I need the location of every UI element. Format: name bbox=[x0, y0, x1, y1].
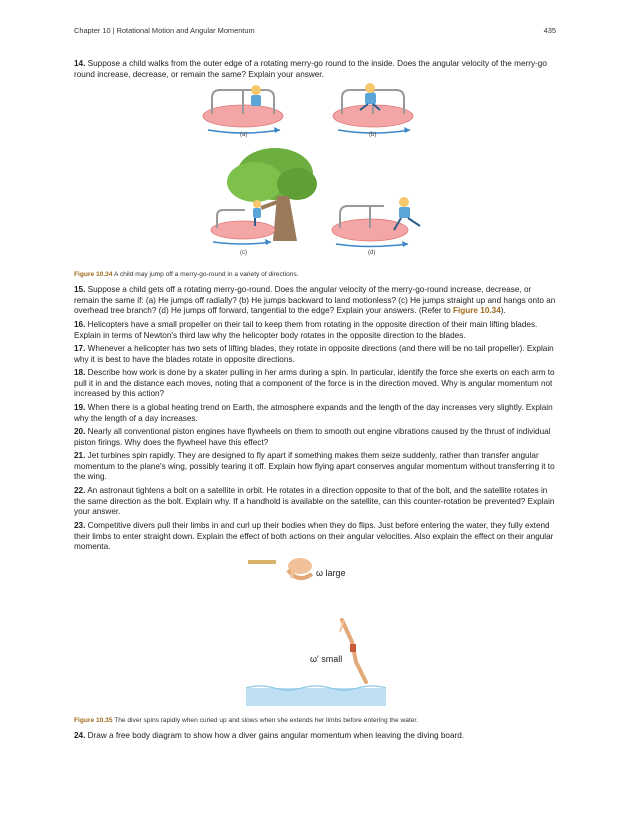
page-number: 435 bbox=[543, 26, 556, 35]
figure-label-d: (d) bbox=[368, 250, 376, 256]
figure-34-caption: Figure 10.34 A child may jump off a merry-go-round in a variety of directions. bbox=[74, 271, 299, 278]
question-18: 18. Describe how work is done by a skater pulling in her arms during a spin. In particular, identify the force she exerts on each arm to pull it in and the distance each moves, noting that a component of the force is in the direction moved. Why is angular momentum not increased by this action? bbox=[74, 368, 555, 398]
diver-illustration bbox=[240, 550, 390, 710]
figure-35-caption: Figure 10.35 The diver spins rapidly when curled up and slows when she extends her limbs before entering the water. bbox=[74, 717, 419, 724]
figure-label-c: (c) bbox=[240, 250, 247, 256]
figure-reference-link[interactable]: Figure 10.34 bbox=[452, 306, 501, 315]
merry-go-round-b-illustration bbox=[328, 80, 418, 138]
question-15: 15. Suppose a child gets off a rotating merry-go-round. Does the angular velocity of the merry-go-round increase, decrease, or remain the same if: (a) He jumps off radially? (b) He jumps backward to land motionless? (c) He jumps straight up and hangs onto an overhead tree branch? (d) He jumps off forward, tangential to the edge? Explain your answers. (Refer to Figure 10.34). bbox=[74, 285, 556, 315]
figure-label-b: (b) bbox=[369, 132, 377, 138]
figure-label-a: (a) bbox=[240, 132, 248, 138]
omega-large-label: ω large bbox=[316, 568, 346, 578]
question-14: 14. Suppose a child walks from the outer edge of a rotating merry-go round to the inside. Does the angular velocity of the merry-go round increase, decrease, or remain the same? Explain your answer. bbox=[74, 59, 547, 79]
merry-go-round-d-illustration bbox=[330, 192, 430, 250]
question-24: 24. Draw a free body diagram to show how a diver gains angular momentum when leaving the diving board. bbox=[74, 731, 465, 740]
page-header bbox=[74, 26, 556, 38]
question-21: 21. Jet turbines spin rapidly. They are designed to fly apart if something makes them seize suddenly, rather than transfer angular momentum to the plane's wing, possibly tearing it off. Explain how flying apart conserves angular momentum without transferring it to the wing. bbox=[74, 451, 555, 481]
merry-go-round-c-tree-illustration bbox=[205, 146, 317, 246]
question-23: 23. Competitive divers pull their limbs in and curl up their bodies when they do flips. Just before entering the water, they fully extend their limbs to enter straight down. Explain the effect of both actions on their angular velocities. Also explain the effect on their angular momenta. bbox=[74, 521, 554, 551]
omega-small-label: ω′ small bbox=[310, 654, 343, 664]
question-16: 16. Helicopters have a small propeller on their tail to keep them from rotating in the opposite direction of their main lifting blades. Explain in terms of Newton's third law why the helicopter body rotates in the opposite direction to the blades. bbox=[74, 320, 538, 340]
question-20: 20. Nearly all conventional piston engines have flywheels on them to smooth out engine vibrations caused by the thrust of individual piston firings. Why does the flywheel have this effect? bbox=[74, 427, 551, 447]
question-17: 17. Whenever a helicopter has two sets of lifting blades, they rotate in opposite directions (and there will be no tail propeller). Explain why it is best to have the blades rotate in opposite directions. bbox=[74, 344, 554, 364]
chapter-title: Chapter 10 | Rotational Motion and Angular Momentum bbox=[74, 26, 255, 35]
question-22: 22. An astronaut tightens a bolt on a satellite in orbit. He rotates in a direction opposite to that of the bolt, and the satellite rotates in the same direction as the bolt. Explain why. If a handhold is available on the satellite, can this counter-rotation be prevented? Explain your answer. bbox=[74, 486, 555, 516]
question-19: 19. When there is a global heating trend on Earth, the atmosphere expands and the length of the day increases very slightly. Explain why the length of a day increases. bbox=[74, 403, 553, 423]
merry-go-round-a-illustration bbox=[198, 80, 288, 138]
